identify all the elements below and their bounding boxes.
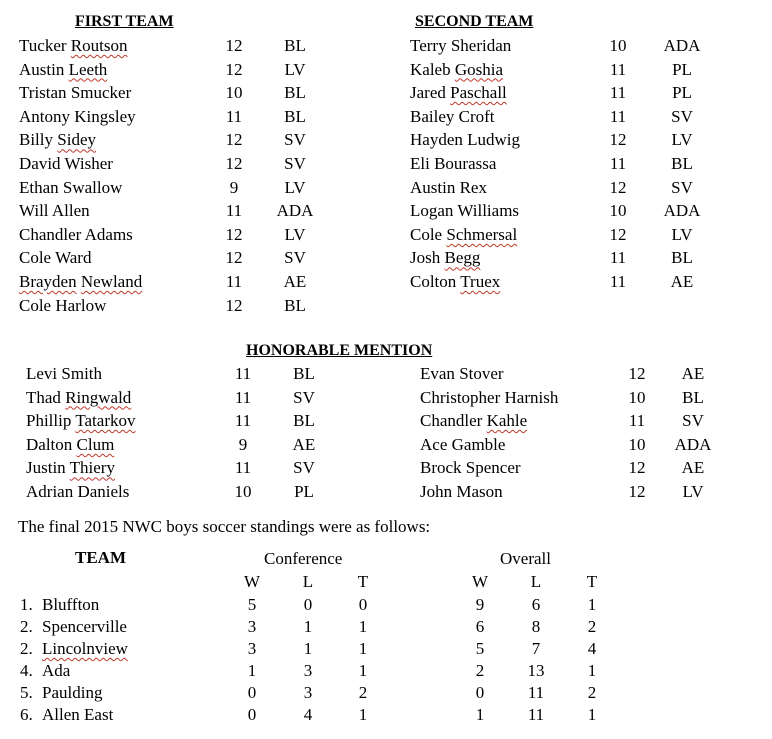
standings-cw: 3: [247, 638, 257, 658]
player-school: SV: [293, 387, 315, 407]
player-name: [26, 436, 114, 453]
player-last-name: Daniels: [77, 482, 130, 501]
standings-ow: 2: [475, 660, 485, 680]
standings-cl: 3: [303, 682, 313, 702]
standings-ct: 1: [358, 638, 368, 658]
player-first-name: Christopher: [420, 387, 501, 407]
player-school: ADA: [663, 201, 701, 221]
standings-cw: 0: [247, 704, 257, 724]
standings-ow: 5: [475, 638, 485, 658]
honorable-mention-heading: HONORABLE MENTION: [246, 342, 433, 359]
player-name: [410, 108, 495, 125]
player-first-name: Terry: [410, 36, 447, 55]
player-last-name: Wisher: [64, 154, 113, 173]
player-grade: 12: [609, 130, 627, 150]
player-school: LV: [671, 130, 693, 150]
player-first-name: Hayden: [410, 130, 463, 150]
player-school: SV: [284, 154, 306, 173]
player-name: [19, 84, 131, 101]
standings-ct: 1: [358, 616, 368, 636]
player-first-name: Chandler: [19, 224, 82, 244]
standings-ol: 7: [531, 638, 541, 658]
player-last-name: Leeth: [68, 59, 108, 79]
standings-cl: 4: [303, 704, 313, 724]
player-first-name: Cole: [19, 295, 52, 315]
player-last-name: Begg: [444, 248, 481, 268]
player-school: LV: [671, 224, 693, 244]
player-grade: 11: [225, 106, 243, 126]
standings-ow: 9: [475, 595, 485, 614]
team-rank: 1.: [20, 595, 33, 614]
player-school: BL: [284, 295, 306, 315]
player-school: ADA: [663, 36, 701, 55]
team-name: Paulding: [42, 682, 103, 702]
player-first-name: Tucker: [19, 36, 67, 55]
player-last-name: Clum: [76, 434, 115, 454]
player-school: BL: [293, 411, 315, 431]
player-name: [26, 483, 129, 500]
player-school: AE: [681, 458, 705, 478]
player-name: [19, 226, 133, 243]
player-grade: 11: [234, 364, 252, 383]
player-last-name: Smucker: [70, 83, 132, 103]
player-name: [19, 155, 113, 172]
player-first-name: Adrian: [26, 482, 74, 501]
player-name: [410, 179, 487, 196]
player-last-name: Mason: [456, 482, 503, 501]
overall-l-header: L: [530, 572, 542, 591]
player-last-name: Goshia: [454, 59, 504, 79]
player-last-name: Schmersal: [446, 224, 518, 244]
player-first-name: Antony: [19, 106, 70, 126]
team-name: Bluffton: [42, 595, 100, 614]
team-name: Ada: [42, 660, 71, 680]
overall-w-header: W: [471, 572, 489, 591]
second-team-heading: SECOND TEAM: [415, 13, 534, 30]
player-grade: 11: [609, 154, 627, 173]
player-name: [26, 389, 131, 406]
player-school: BL: [682, 387, 704, 407]
team-name: Lincolnview: [42, 638, 128, 658]
player-school: ADA: [276, 201, 314, 221]
player-last-name: Kingsley: [74, 106, 136, 126]
player-grade: 12: [225, 154, 243, 173]
player-name: [410, 273, 500, 290]
player-grade: 10: [609, 201, 627, 221]
player-name: [420, 389, 558, 406]
player-school: BL: [671, 154, 693, 173]
player-school: BL: [293, 364, 315, 383]
player-grade: 12: [628, 364, 646, 383]
player-last-name: Paschall: [450, 83, 507, 103]
player-first-name: Colton: [410, 272, 457, 291]
player-grade: 12: [225, 224, 243, 244]
standings-ot: 4: [587, 638, 597, 658]
team-name: Spencerville: [42, 616, 127, 636]
player-first-name: Thad: [26, 387, 61, 407]
player-first-name: Austin: [19, 59, 65, 79]
standings-ot: 1: [587, 595, 597, 614]
player-grade: 11: [234, 458, 252, 478]
player-last-name: Kahle: [486, 411, 528, 431]
player-first-name: Ace: [420, 434, 448, 454]
first-team-heading: FIRST TEAM: [75, 13, 174, 30]
player-last-name: Ward: [55, 248, 92, 268]
overall-header: Overall: [500, 549, 551, 568]
standings-ol: 13: [527, 660, 545, 680]
player-last-name: Smith: [61, 364, 103, 383]
player-school: BL: [284, 36, 306, 55]
player-grade: 12: [628, 482, 646, 501]
player-name: [26, 412, 136, 429]
standings-ot: 1: [587, 660, 597, 680]
player-grade: 10: [628, 387, 646, 407]
player-last-name: Thiery: [69, 458, 115, 478]
player-name: [26, 459, 115, 476]
standings-ow: 1: [475, 704, 485, 724]
standings-cl: 0: [303, 595, 313, 614]
standings-ot: 2: [587, 616, 597, 636]
conference-l-header: L: [302, 572, 314, 591]
player-name: [26, 365, 102, 382]
overall-t-header: T: [586, 572, 598, 591]
player-school: AE: [283, 272, 307, 291]
player-last-name: Newland: [80, 272, 143, 291]
player-first-name: Chandler: [420, 411, 483, 431]
player-first-name: Levi: [26, 364, 58, 383]
player-last-name: Truex: [460, 272, 501, 291]
standings-cw: 3: [247, 616, 257, 636]
player-grade: 9: [229, 177, 239, 197]
player-name: [19, 273, 142, 290]
player-last-name: Tatarkov: [75, 411, 136, 431]
standings-cw: 1: [247, 660, 257, 680]
player-name: [19, 297, 106, 314]
player-school: LV: [682, 482, 704, 501]
conference-t-header: T: [357, 572, 369, 591]
player-last-name: Ludwig: [467, 130, 521, 150]
player-name: [19, 202, 90, 219]
standings-ot: 2: [587, 682, 597, 702]
player-first-name: Kaleb: [410, 59, 451, 79]
player-grade: 9: [238, 434, 248, 454]
player-last-name: Allen: [51, 201, 90, 221]
player-name: [19, 249, 91, 266]
standings-cl: 1: [303, 616, 313, 636]
player-name: [19, 61, 107, 78]
player-name: [19, 179, 122, 196]
player-school: ADA: [674, 434, 712, 454]
player-name: [19, 37, 127, 54]
player-first-name: Evan: [420, 364, 455, 383]
standings-ol: 8: [531, 616, 541, 636]
player-school: LV: [284, 59, 306, 79]
player-last-name: Stover: [459, 364, 504, 383]
player-last-name: Sidey: [57, 130, 96, 150]
standings-ow: 6: [475, 616, 485, 636]
standings-ot: 1: [587, 704, 597, 724]
player-first-name: Tristan: [19, 83, 67, 103]
player-school: SV: [671, 106, 693, 126]
player-school: SV: [293, 458, 315, 478]
player-last-name: Rex: [459, 177, 487, 197]
player-last-name: Swallow: [62, 177, 123, 197]
player-first-name: Logan: [410, 201, 454, 221]
player-grade: 12: [609, 177, 627, 197]
player-grade: 12: [225, 36, 243, 55]
player-name: [420, 412, 527, 429]
player-school: LV: [284, 224, 306, 244]
player-first-name: Brayden: [19, 272, 77, 291]
player-grade: 11: [234, 411, 252, 431]
player-grade: 12: [225, 59, 243, 79]
player-school: PL: [294, 482, 314, 501]
player-first-name: Jared: [410, 83, 446, 103]
player-first-name: Brock: [420, 458, 462, 478]
player-name: [410, 131, 520, 148]
player-first-name: Ethan: [19, 177, 59, 197]
player-school: LV: [284, 177, 306, 197]
team-rank: 5.: [20, 682, 33, 702]
player-name: [410, 37, 511, 54]
player-school: BL: [671, 248, 693, 268]
player-first-name: Austin: [410, 177, 456, 197]
player-last-name: Sheridan: [450, 36, 512, 55]
player-first-name: David: [19, 154, 61, 173]
conference-header: Conference: [264, 549, 343, 568]
player-grade: 12: [225, 130, 243, 150]
player-school: BL: [284, 106, 306, 126]
player-first-name: Cole: [19, 248, 52, 268]
player-last-name: Gamble: [451, 434, 506, 454]
player-grade: 11: [609, 248, 627, 268]
standings-ol: 11: [527, 704, 545, 724]
team-column-header: TEAM: [75, 548, 126, 567]
player-first-name: Bailey: [410, 106, 455, 126]
player-grade: 11: [609, 59, 627, 79]
player-name: [420, 436, 505, 453]
player-grade: 11: [234, 387, 252, 407]
player-grade: 11: [609, 272, 627, 291]
player-school: AE: [681, 364, 705, 383]
player-grade: 11: [225, 201, 243, 221]
player-last-name: Adams: [84, 224, 133, 244]
standings-ct: 1: [358, 660, 368, 680]
player-school: SV: [682, 411, 704, 431]
player-name: [410, 249, 480, 266]
player-school: SV: [284, 130, 306, 150]
player-last-name: Harnish: [504, 387, 559, 407]
standings-ol: 6: [531, 595, 541, 614]
player-first-name: Phillip: [26, 411, 72, 431]
standings-cw: 0: [247, 682, 257, 702]
player-first-name: Will: [19, 201, 49, 221]
team-name: Allen East: [42, 704, 114, 724]
standings-cl: 3: [303, 660, 313, 680]
player-first-name: Justin: [26, 458, 66, 478]
player-grade: 11: [225, 272, 243, 291]
player-grade: 12: [609, 224, 627, 244]
player-last-name: Ringwald: [65, 387, 132, 407]
standings-cl: 1: [303, 638, 313, 658]
player-name: [19, 108, 136, 125]
player-grade: 10: [628, 434, 646, 454]
team-rank: 4.: [20, 660, 33, 680]
standings-cw: 5: [247, 595, 257, 614]
player-first-name: Dalton: [26, 434, 73, 454]
player-first-name: John: [420, 482, 453, 501]
team-rank: 6.: [20, 704, 33, 724]
player-grade: 12: [225, 248, 243, 268]
player-first-name: Billy: [19, 130, 54, 150]
player-last-name: Williams: [457, 201, 520, 221]
standings-intro: The final 2015 NWC boys soccer standings were as follows:: [18, 517, 431, 536]
player-last-name: Spencer: [465, 458, 521, 478]
player-name: [19, 131, 96, 148]
player-name: [420, 365, 504, 382]
player-first-name: Cole: [410, 224, 443, 244]
player-school: AE: [670, 272, 694, 291]
player-name: [420, 483, 503, 500]
player-grade: 11: [609, 83, 627, 103]
player-last-name: Routson: [70, 36, 128, 55]
player-name: [410, 61, 503, 78]
standings-ct: 1: [358, 704, 368, 724]
player-name: [420, 459, 521, 476]
player-school: SV: [671, 177, 693, 197]
player-school: BL: [284, 83, 306, 103]
player-grade: 10: [225, 83, 243, 103]
player-name: [410, 202, 519, 219]
standings-ct: 0: [358, 595, 368, 614]
team-rank: 2.: [20, 638, 33, 658]
player-grade: 11: [628, 411, 646, 431]
player-grade: 12: [628, 458, 646, 478]
player-name: [410, 84, 507, 101]
player-name: [410, 226, 517, 243]
player-last-name: Bourassa: [434, 154, 497, 173]
player-first-name: Josh: [410, 248, 441, 268]
player-grade: 11: [609, 106, 627, 126]
team-rank: 2.: [20, 616, 33, 636]
player-grade: 10: [609, 36, 627, 55]
player-last-name: Harlow: [55, 295, 107, 315]
standings-ct: 2: [358, 682, 368, 702]
player-grade: 10: [234, 482, 252, 501]
conference-w-header: W: [243, 572, 261, 591]
player-last-name: Croft: [458, 106, 495, 126]
player-school: PL: [672, 83, 692, 103]
player-school: SV: [284, 248, 306, 268]
player-name: [410, 155, 496, 172]
standings-ow: 0: [475, 682, 485, 702]
player-grade: 12: [225, 295, 243, 315]
player-school: AE: [292, 434, 316, 454]
standings-ol: 11: [527, 682, 545, 702]
player-school: PL: [672, 59, 692, 79]
player-first-name: Eli: [410, 154, 430, 173]
